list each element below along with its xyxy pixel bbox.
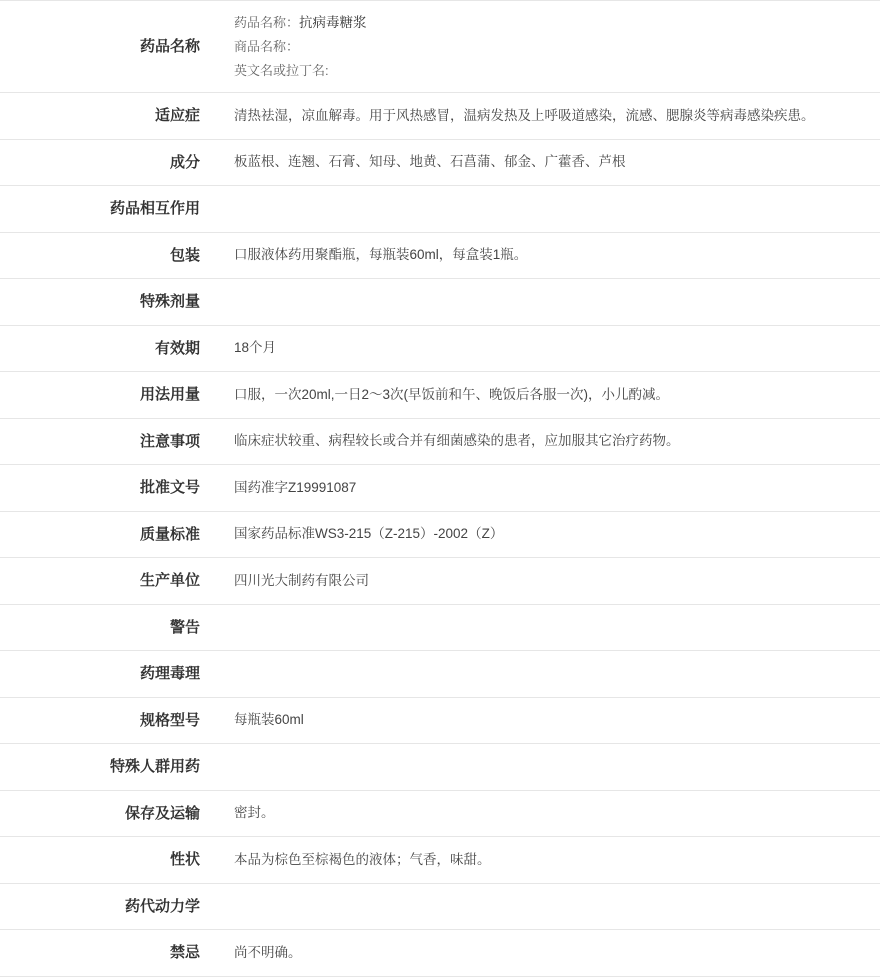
row-label-storage-transport: 保存及运输: [124, 804, 200, 822]
table-row: [0, 790, 880, 837]
table-row: [0, 1, 880, 93]
row-label-properties: 性状: [169, 851, 200, 869]
row-label-indications: 适应症: [154, 107, 200, 125]
row-value-special-dosage: [214, 279, 880, 326]
row-value-pharmacology-toxicology: [214, 651, 880, 698]
row-value-precautions: 临床症状较重、病程较长或合并有细菌感染的患者，应加服其它治疗药物。: [234, 433, 680, 449]
table-row: [0, 465, 880, 512]
table-row: [0, 883, 880, 930]
row-value-specification-model: 每瓶装60ml: [234, 712, 304, 728]
row-value-properties: 本品为棕色至棕褐色的液体；气香，味甜。: [234, 851, 491, 867]
row-label-validity-period: 有效期: [154, 339, 200, 357]
row-label-usage-dosage: 用法用量: [139, 386, 200, 404]
row-value-approval-number: 国药准字Z19991087: [234, 479, 357, 495]
row-label-warning: 警告: [169, 618, 200, 636]
row-value-indications: 清热祛湿，凉血解毒。用于风热感冒，温病发热及上呼吸道感染，流感、腮腺炎等病毒感染疾患。: [234, 107, 815, 123]
row-label-drug-interactions: 药品相互作用: [109, 200, 200, 218]
english-name-label: 英文名或拉丁名:: [234, 62, 329, 78]
row-label-pharmacology-toxicology: 药理毒理: [139, 665, 200, 683]
row-label-approval-number: 批准文号: [139, 479, 200, 497]
table-row: [0, 418, 880, 465]
trade-name-label: 商品名称：: [234, 38, 300, 54]
table-row: [0, 93, 880, 140]
row-value-storage-transport: 密封。: [234, 805, 275, 821]
table-row: [0, 139, 880, 186]
drug-name-value: 抗病毒糖浆: [299, 15, 367, 30]
row-value-validity-period: 18个月: [234, 340, 277, 356]
table-row: [0, 697, 880, 744]
drug-info-table-body: [0, 1, 880, 977]
table-row: [0, 837, 880, 884]
row-label-manufacturer: 生产单位: [139, 572, 200, 590]
table-row: [0, 604, 880, 651]
row-value-drug-interactions: [214, 186, 880, 233]
row-label-special-dosage: 特殊剂量: [139, 293, 200, 311]
row-value-usage-dosage: 口服，一次20ml,一日2～3次(早饭前和午、晚饭后各服一次)，小儿酌减。: [234, 386, 670, 402]
row-label-quality-standard: 质量标准: [139, 525, 200, 543]
row-value-warning: [214, 604, 880, 651]
table-row: [0, 558, 880, 605]
row-label-drug-name: 药品名称: [139, 37, 200, 55]
row-label-packaging: 包装: [169, 246, 200, 264]
row-value-manufacturer: 四川光大制药有限公司: [234, 572, 369, 588]
drug-name-line: [234, 11, 868, 35]
table-row: [0, 372, 880, 419]
trade-name-line: [234, 35, 868, 59]
row-value-packaging: 口服液体药用聚酯瓶，每瓶装60ml，每盒装1瓶。: [234, 247, 528, 263]
row-label-pharmacokinetics: 药代动力学: [124, 897, 200, 915]
table-row: [0, 325, 880, 372]
table-row: [0, 186, 880, 233]
row-label-precautions: 注意事项: [139, 432, 200, 450]
table-row: [0, 511, 880, 558]
row-value-drug-name: [214, 1, 880, 93]
table-row: [0, 232, 880, 279]
row-value-special-population: [214, 744, 880, 791]
table-row: [0, 279, 880, 326]
row-label-ingredients: 成分: [169, 153, 200, 171]
table-row: [0, 744, 880, 791]
row-value-contraindications: 尚不明确。: [234, 944, 302, 960]
row-value-quality-standard: 国家药品标准WS3-215（Z-215）-2002（Z）: [234, 526, 504, 542]
row-value-pharmacokinetics: [214, 883, 880, 930]
table-row: [0, 651, 880, 698]
english-name-line: [234, 59, 868, 83]
table-row: [0, 930, 880, 977]
row-label-contraindications: 禁忌: [169, 944, 200, 962]
row-label-special-population: 特殊人群用药: [109, 758, 200, 776]
drug-name-label: 药品名称：: [234, 15, 300, 30]
row-value-ingredients: 板蓝根、连翘、石膏、知母、地黄、石菖蒲、郁金、广藿香、芦根: [234, 154, 626, 170]
row-label-specification-model: 规格型号: [139, 711, 200, 729]
